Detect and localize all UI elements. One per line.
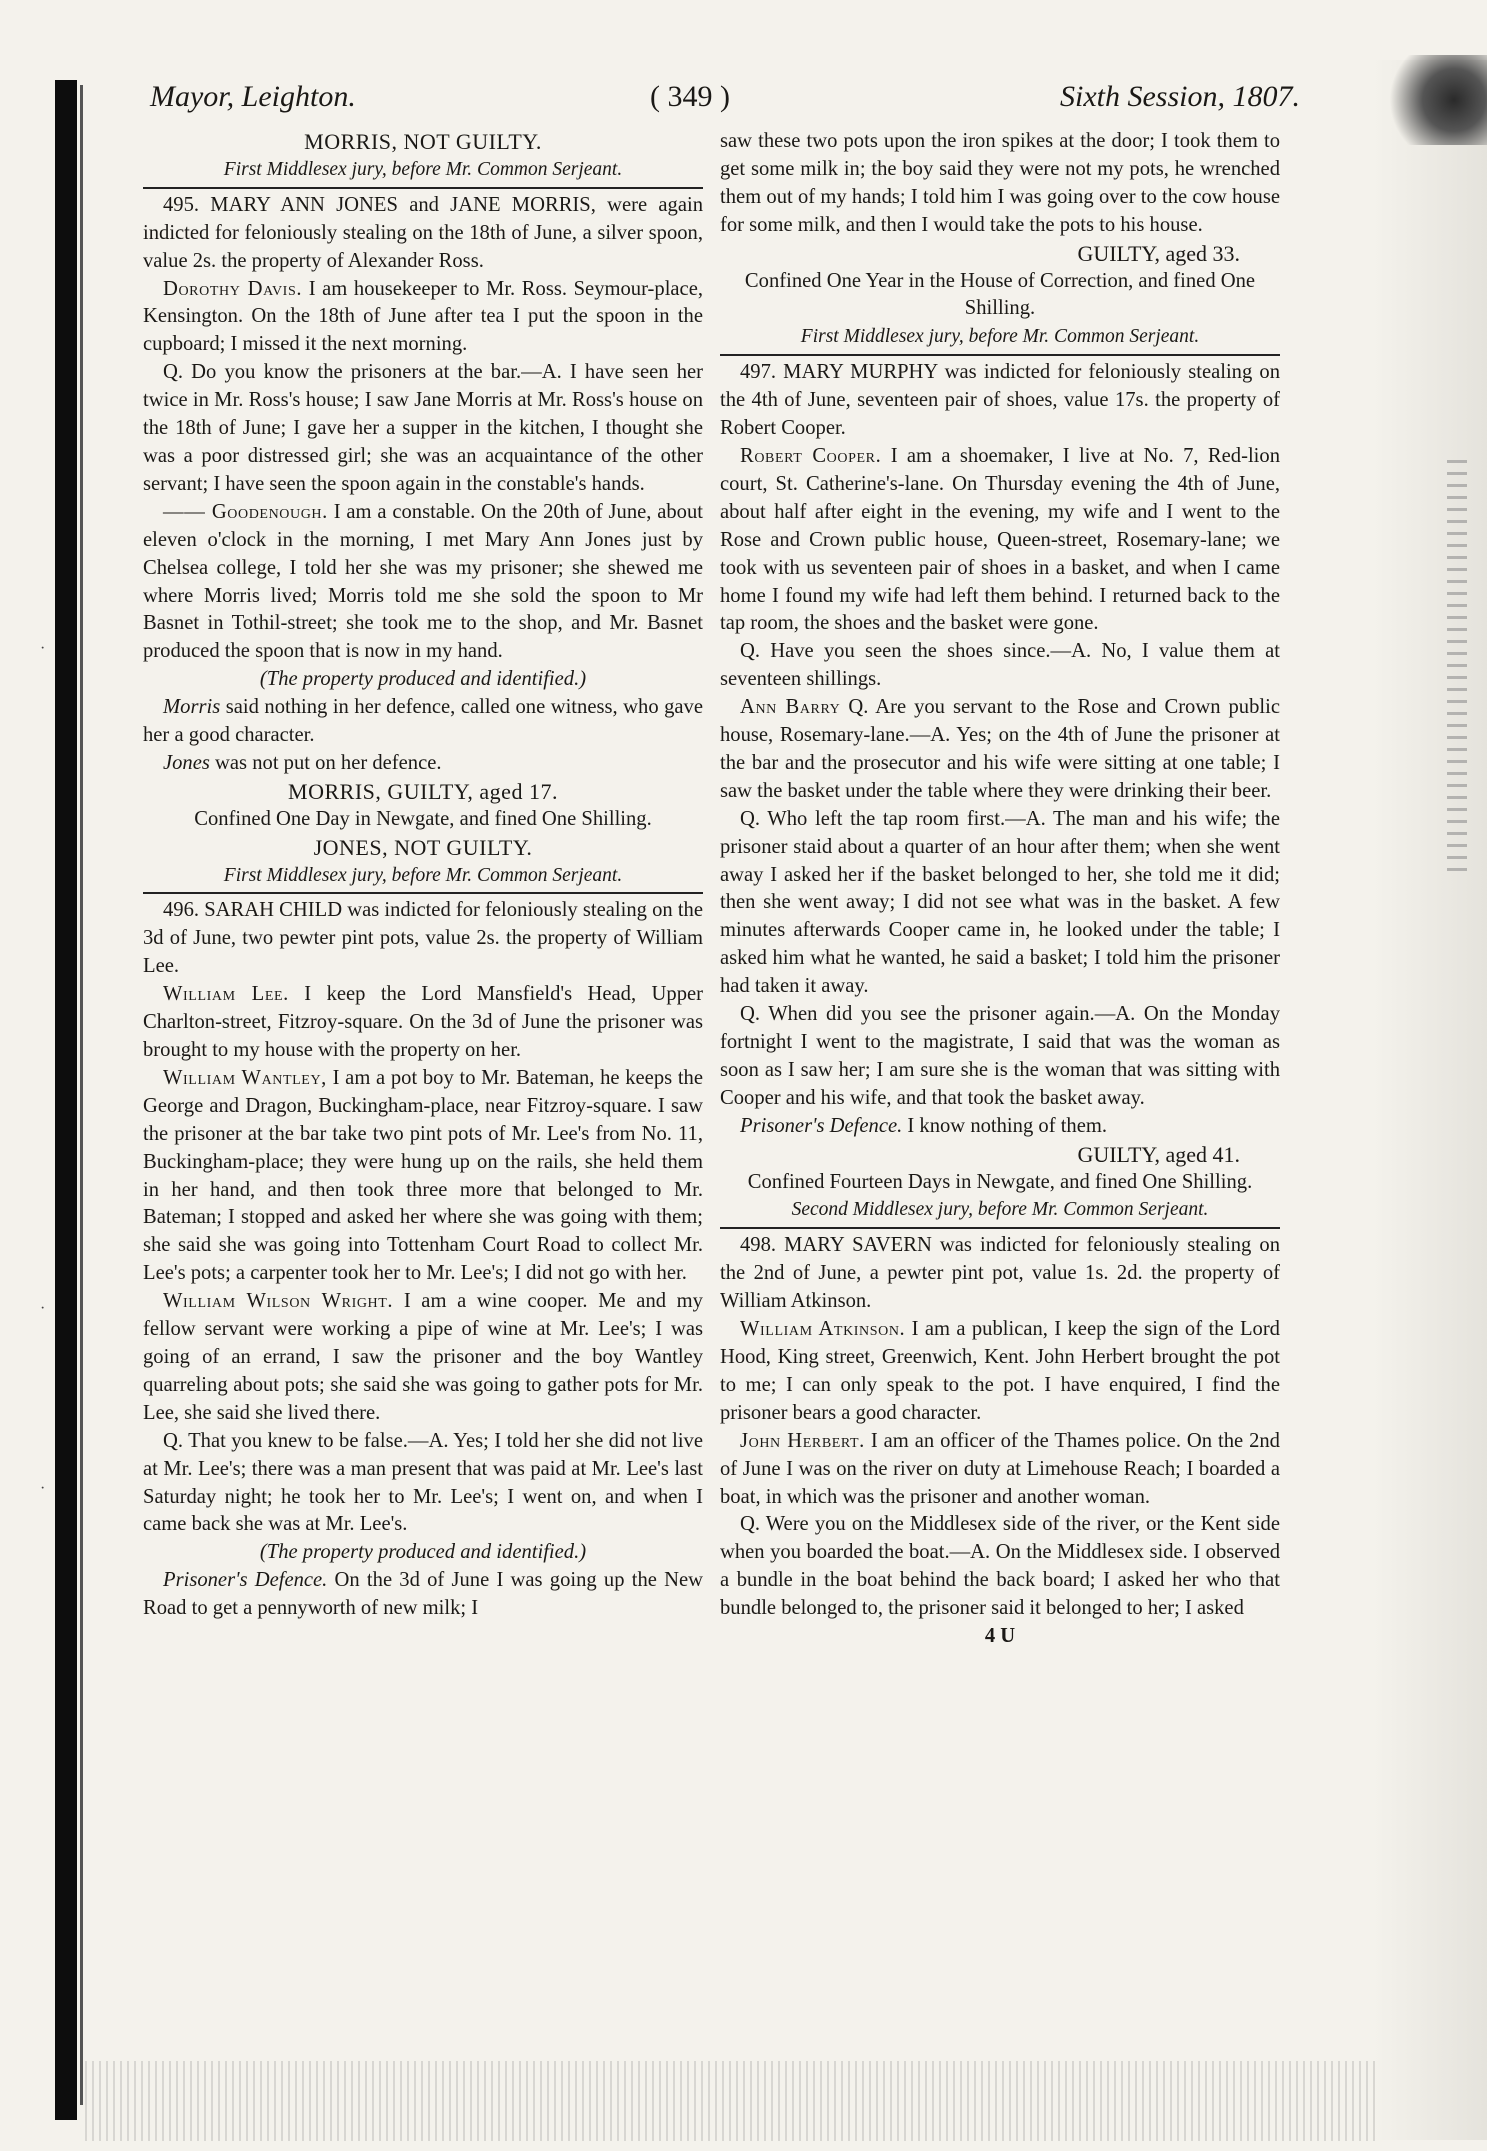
- property-note: (The property produced and identified.): [259, 668, 587, 691]
- defence-morris: [143, 694, 703, 750]
- question-answer: Q. That you knew to be false.—A. Yes; I told her she did not live at Mr. Lee's; there was a man present that was paid at Mr. Lee's last Saturday night; he took her to Mr. Lee's; I went on, and when I came back she was at Mr. Lee's.: [143, 1429, 703, 1536]
- defence-jones: [143, 750, 703, 778]
- question-answer: Q. Were you on the Middlesex side of the river, or the Kent side when you boarded the boat.—A. On the Middlesex side. I observed a bundle in the boat behind the back board; I asked her who that bundle belonged to, the prisoner said it belonged to her; I asked: [720, 1513, 1280, 1620]
- sentence: Confined One Year in the House of Correction, and fined One Shilling.: [744, 269, 1256, 320]
- margin-tick: ·: [40, 640, 46, 657]
- defence-text: I know nothing of them.: [907, 1114, 1108, 1137]
- defence-label: Prisoner's Defence.: [163, 1569, 328, 1592]
- verdict: JONES, NOT GUILTY.: [313, 834, 533, 860]
- verdict: GUILTY, aged 41.: [1077, 1141, 1240, 1167]
- binding-spine: [55, 80, 77, 2120]
- sentence: Confined One Day in Newgate, and fined One Shilling.: [194, 807, 652, 830]
- question-answer: Q. Who left the tap room first.—A. The man and his wife; the prisoner staid about a quarter of an hour after them; when she went away I asked her if the basket belonged to her, she told me it did; then she went away; I did not see what was in the basket. A few minutes afterwards Cooper came in, he looked under the table; I asked him what he wanted, he said a basket; I told him the prisoner had taken it away.: [720, 807, 1280, 998]
- question-answer: Q. Have you seen the shoes since.—A. No, I value them at seventeen shillings.: [720, 640, 1280, 691]
- testimony-wantley: [143, 1065, 703, 1288]
- testimony-text: Q. Are you servant to the Rose and Crown public house, Rosemary-lane.—A. Yes; on the 4th of June the prisoner at the bar and the prosecutor and his wife were sitting at one table; I saw the basket under the table where they were drinking their beer.: [720, 696, 1280, 802]
- section-rule: [720, 1227, 1280, 1229]
- jury-line: First Middlesex jury, before Mr. Common Serjeant.: [800, 326, 1200, 348]
- testimony-cooper: [720, 443, 1280, 638]
- testimony-text: I am a shoemaker, I live at No. 7, Red-lion court, St. Catherine's-lane. On Thursday evening the 4th of June, about half after eight in the evening, my wife and I went to the Rose and Crown public house, Queen-street, Rosemary-lane; we took with us seventeen pair of shoes in a basket, and when I came home I found my wife had left them behind. I returned back to the tap room, the shoes and the basket were gone.: [720, 444, 1280, 635]
- defence-label: Prisoner's Defence.: [740, 1114, 903, 1137]
- prisoner-defence: [143, 1567, 703, 1623]
- sentence: Confined Fourteen Days in Newgate, and fined One Shilling.: [747, 1170, 1253, 1193]
- witness-name: Dorothy Davis.: [163, 277, 303, 300]
- header-right: Sixth Session, 1807.: [1060, 80, 1300, 113]
- witness-name: —— Goodenough.: [163, 500, 328, 523]
- testimony-herbert: [720, 1428, 1280, 1512]
- testimony-atkinson: [720, 1316, 1280, 1428]
- header-left: Mayor, Leighton.: [150, 80, 356, 113]
- ink-blot: [1377, 55, 1487, 145]
- witness-name: William Lee.: [163, 983, 289, 1006]
- margin-tick: ·: [40, 1300, 46, 1317]
- section-rule: [143, 187, 703, 189]
- case-495: 495. MARY ANN JONES and JANE MORRIS, were again indicted for feloniously stealing on the 18th of June, a silver spoon, value 2s. the property of Alexander Ross.: [143, 193, 703, 272]
- question-answer: Q. When did you see the prisoner again.—A. On the Monday fortnight I went to the magistrate, I said that was the woman as soon as I saw her; I am sure she is the woman that was sitting with Cooper and his wife, and that took the basket away.: [720, 1003, 1280, 1109]
- case-498: 498. MARY SAVERN was indicted for feloniously stealing on the 2nd of June, a pewter pint pot, value 1s. 2d. the property of William Atkinson.: [720, 1234, 1280, 1313]
- defendant-name: Morris: [163, 696, 221, 719]
- question-answer: Q. Do you know the prisoners at the bar.—A. I have seen her twice in Mr. Ross's house; I saw Jane Morris at Mr. Ross's house on the 18th of June; I gave her a supper in the kitchen, I thought she was a poor distressed girl; she was an acquaintance of the other servant; I have seen the spoon again in the constable's hands.: [143, 361, 703, 495]
- witness-name: Robert Cooper.: [740, 444, 882, 467]
- testimony-text: I am an officer of the Thames police. On the 2nd of June I was on the river on duty at Limehouse Reach; I boarded a boat, in which was the prisoner and another woman.: [720, 1429, 1280, 1508]
- witness-name: Ann Barry: [740, 696, 841, 719]
- right-column: [720, 128, 1280, 1651]
- case-496: 496. SARAH CHILD was indicted for feloniously stealing on the 3d of June, two pewter pint pots, value 2s. the property of William Lee.: [143, 899, 703, 978]
- prisoner-defence: [720, 1113, 1280, 1141]
- witness-name: John Herbert.: [740, 1429, 865, 1452]
- page-number: ( 349 ): [650, 80, 730, 113]
- binding-edge: [80, 85, 83, 2105]
- margin-tick: ·: [40, 1480, 46, 1497]
- testimony-goodenough: [143, 499, 703, 666]
- testimony-text: I keep the Lord Mansfield's Head, Upper Charlton-street, Fitzroy-square. On the 3d of June the prisoner was brought to my house with the property on her.: [143, 983, 703, 1061]
- property-note: (The property produced and identified.): [259, 1541, 587, 1564]
- section-rule: [143, 892, 703, 894]
- defendant-name: Jones: [163, 751, 210, 774]
- testimony-lee: [143, 981, 703, 1065]
- jury-line: Second Middlesex jury, before Mr. Common Serjeant.: [791, 1199, 1209, 1221]
- witness-name: William Wantley,: [163, 1066, 327, 1089]
- testimony-davis: [143, 276, 703, 360]
- testimony-text: I am a publican, I keep the sign of the Lord Hood, King street, Greenwich, Kent. John Herbert brought the pot to me; I can only speak to the pot. I have enquired, I find the prisoner bears a good character.: [720, 1318, 1280, 1424]
- page-edge-shadow: [1372, 60, 1487, 2140]
- testimony-wright: [143, 1288, 703, 1428]
- case-497: 497. MARY MURPHY was indicted for feloniously stealing on the 4th of June, seventeen pair of shoes, value 17s. the property of Robert Cooper.: [720, 361, 1280, 440]
- witness-name: William Wilson Wright.: [163, 1290, 394, 1313]
- verdict: MORRIS, NOT GUILTY.: [304, 129, 542, 154]
- jury-line: First Middlesex jury, before Mr. Common Serjeant.: [223, 864, 623, 886]
- signature-mark: 4 U: [984, 1625, 1016, 1648]
- testimony-barry: [720, 694, 1280, 806]
- margin-speckle: [1447, 460, 1467, 880]
- jury-line: First Middlesex jury, before Mr. Common Serjeant.: [223, 158, 623, 180]
- verdict: GUILTY, aged 33.: [1077, 240, 1240, 266]
- testimony-text: I am a pot boy to Mr. Bateman, he keeps the George and Dragon, Buckingham-place, near Fitzroy-square. I saw the prisoner at the bar take two pint pots of Mr. Lee's from No. 11, Buckingham-place; they were hung up on the rails, she held them in her hand, and then took three more that belonged to Mr. Bateman; I stopped and asked her where she was going with them; she said she was going into Tottenham Court Road to collect Mr. Lee's pots; a carpenter took her to Mr. Lee's; I did not go with her.: [143, 1066, 703, 1285]
- defence-text: was not put on her defence.: [215, 751, 442, 774]
- bottom-scan-noise: [85, 2061, 1375, 2141]
- left-column: [143, 128, 703, 1623]
- witness-name: William Atkinson.: [740, 1318, 906, 1341]
- defence-text: On the 3d of June I was going up the New Road to get a pennyworth of new milk; I: [143, 1569, 703, 1620]
- running-header: [150, 80, 1300, 124]
- testimony-text: I am a constable. On the 20th of June, about eleven o'clock in the morning, I met Mary Ann Jones just by Chelsea college, I told her she was my prisoner; she shewed me where Morris lived; Morris told me she sold the spoon to Mr Basnet in Tothil-street; she took me to the shop, and Mr. Basnet produced the spoon that is now in my hand.: [143, 500, 703, 663]
- testimony-text: I am housekeeper to Mr. Ross. Seymour-place, Kensington. On the 18th of June after tea I put the spoon in the cupboard; I missed it the next morning.: [143, 277, 703, 356]
- section-rule: [720, 354, 1280, 356]
- verdict: MORRIS, GUILTY, aged 17.: [288, 778, 558, 804]
- case-496-continued: saw these two pots upon the iron spikes at the door; I took them to get some milk in; the boy said they were not my pots, he wrenched them out of my hands; I told him I was going over to the cow house for some milk, and then I would take the pots to his house.: [720, 130, 1280, 236]
- testimony-text: I am a wine cooper. Me and my fellow servant were working a pipe of wine at Mr. Lee's; I was going of an errand, I saw the prisoner and the boy Wantley quarreling about pots; she said she was going to gather pots for Mr. Lee, she said she lived there.: [143, 1290, 703, 1424]
- defence-text: said nothing in her defence, called one witness, who gave her a good character.: [143, 696, 703, 747]
